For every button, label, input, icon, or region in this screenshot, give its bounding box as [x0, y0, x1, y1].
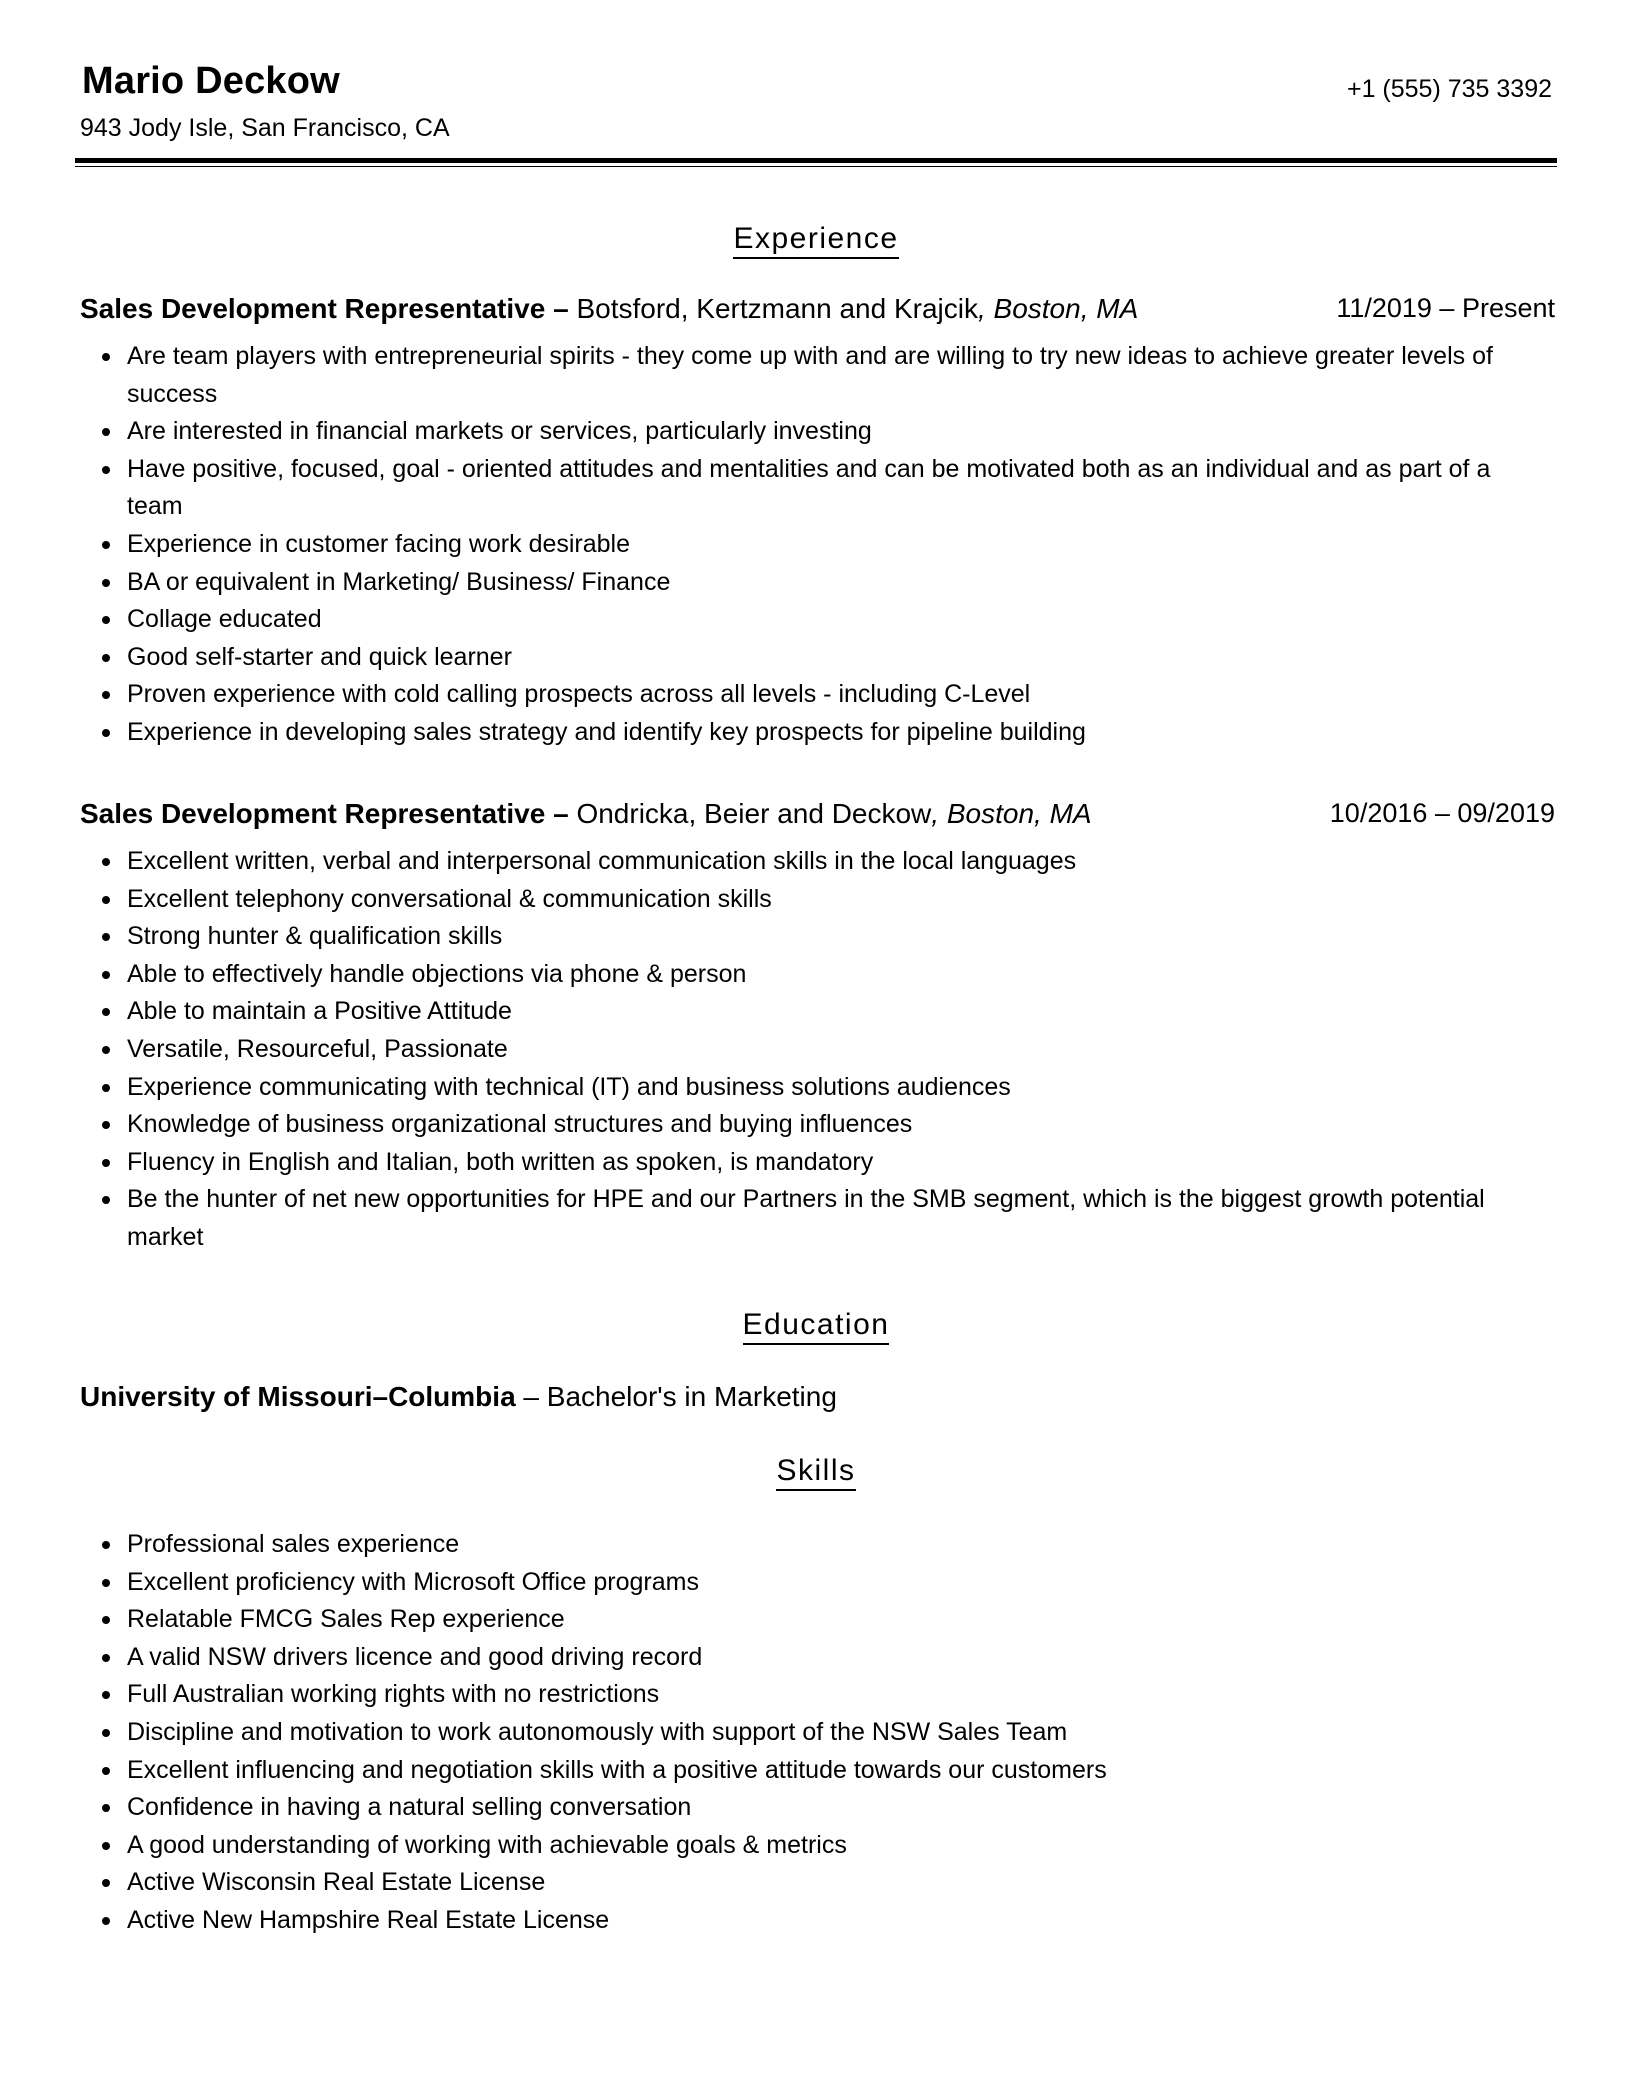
list-item: Professional sales experience	[80, 1526, 1550, 1564]
education-heading-text: Education	[743, 1308, 890, 1345]
phone-number: +1 (555) 735 3392	[1346, 75, 1552, 103]
list-item: Fluency in English and Italian, both written as spoken, is mandatory	[80, 1144, 1550, 1182]
skills-heading-text: Skills	[776, 1454, 855, 1491]
list-item: Active New Hampshire Real Estate License	[80, 1902, 1550, 1940]
header-divider-thin	[75, 166, 1557, 167]
list-item: Versatile, Resourceful, Passionate	[80, 1031, 1550, 1069]
experience-heading	[0, 222, 1632, 256]
list-item: Able to maintain a Positive Attitude	[80, 993, 1550, 1031]
job-company: Botsford, Kertzmann and Krajcik	[568, 293, 978, 324]
school-name: University of Missouri–Columbia	[80, 1381, 516, 1412]
experience-heading-text: Experience	[733, 222, 898, 259]
list-item: Excellent influencing and negotiation skills with a positive attitude towards our customers	[80, 1752, 1550, 1790]
list-item: A valid NSW drivers licence and good driving record	[80, 1639, 1550, 1677]
list-item: Experience communicating with technical (IT) and business solutions audiences	[80, 1069, 1550, 1107]
list-item: Experience in developing sales strategy and identify key prospects for pipeline building	[80, 714, 1550, 752]
list-item: A good understanding of working with achievable goals & metrics	[80, 1827, 1550, 1865]
list-item: Be the hunter of net new opportunities for HPE and our Partners in the SMB segment, which is the biggest growth potential market	[80, 1181, 1550, 1256]
candidate-name: Mario Deckow	[82, 60, 340, 102]
job-title: Sales Development Representative –	[80, 798, 569, 829]
list-item: Discipline and motivation to work autonomously with support of the NSW Sales Team	[80, 1714, 1550, 1752]
list-item: Have positive, focused, goal - oriented attitudes and mentalities and can be motivated both as an individual and as part of a team	[80, 451, 1550, 526]
degree: – Bachelor's in Marketing	[515, 1381, 837, 1412]
job-title: Sales Development Representative –	[80, 293, 569, 324]
resume-header	[80, 60, 1552, 110]
list-item: Good self-starter and quick learner	[80, 639, 1550, 677]
list-item: Knowledge of business organizational structures and buying influences	[80, 1106, 1550, 1144]
skills-heading	[0, 1454, 1632, 1488]
list-item: Confidence in having a natural selling conversation	[80, 1789, 1550, 1827]
list-item: Excellent telephony conversational & communication skills	[80, 881, 1550, 919]
list-item: Able to effectively handle objections via phone & person	[80, 956, 1550, 994]
job-header-1	[80, 293, 1555, 325]
job-1-bullets	[80, 338, 1550, 752]
skills-list	[80, 1526, 1550, 1940]
list-item: BA or equivalent in Marketing/ Business/ Finance	[80, 564, 1550, 602]
list-item: Experience in customer facing work desirable	[80, 526, 1550, 564]
list-item: Relatable FMCG Sales Rep experience	[80, 1601, 1550, 1639]
job-location: , Boston, MA	[977, 293, 1139, 324]
job-location: , Boston, MA	[931, 798, 1092, 829]
list-item: Full Australian working rights with no restrictions	[80, 1676, 1550, 1714]
list-item: Collage educated	[80, 601, 1550, 639]
list-item: Strong hunter & qualification skills	[80, 918, 1550, 956]
address: 943 Jody Isle, San Francisco, CA	[80, 114, 450, 142]
education-heading	[0, 1308, 1632, 1342]
list-item: Excellent proficiency with Microsoft Office programs	[80, 1564, 1550, 1602]
list-item: Active Wisconsin Real Estate License	[80, 1864, 1550, 1902]
list-item: Excellent written, verbal and interpersonal communication skills in the local languages	[80, 843, 1550, 881]
job-company: Ondricka, Beier and Deckow	[568, 798, 932, 829]
education-entry	[80, 1381, 837, 1413]
job-dates: 10/2016 – 09/2019	[1329, 798, 1555, 828]
job-2-bullets	[80, 843, 1550, 1257]
job-header-2	[80, 798, 1555, 830]
header-divider-thick	[75, 158, 1557, 163]
list-item: Proven experience with cold calling prospects across all levels - including C-Level	[80, 676, 1550, 714]
list-item: Are interested in financial markets or services, particularly investing	[80, 413, 1550, 451]
job-dates: 11/2019 – Present	[1336, 293, 1555, 323]
list-item: Are team players with entrepreneurial spirits - they come up with and are willing to try new ideas to achieve greater levels of success	[80, 338, 1550, 413]
